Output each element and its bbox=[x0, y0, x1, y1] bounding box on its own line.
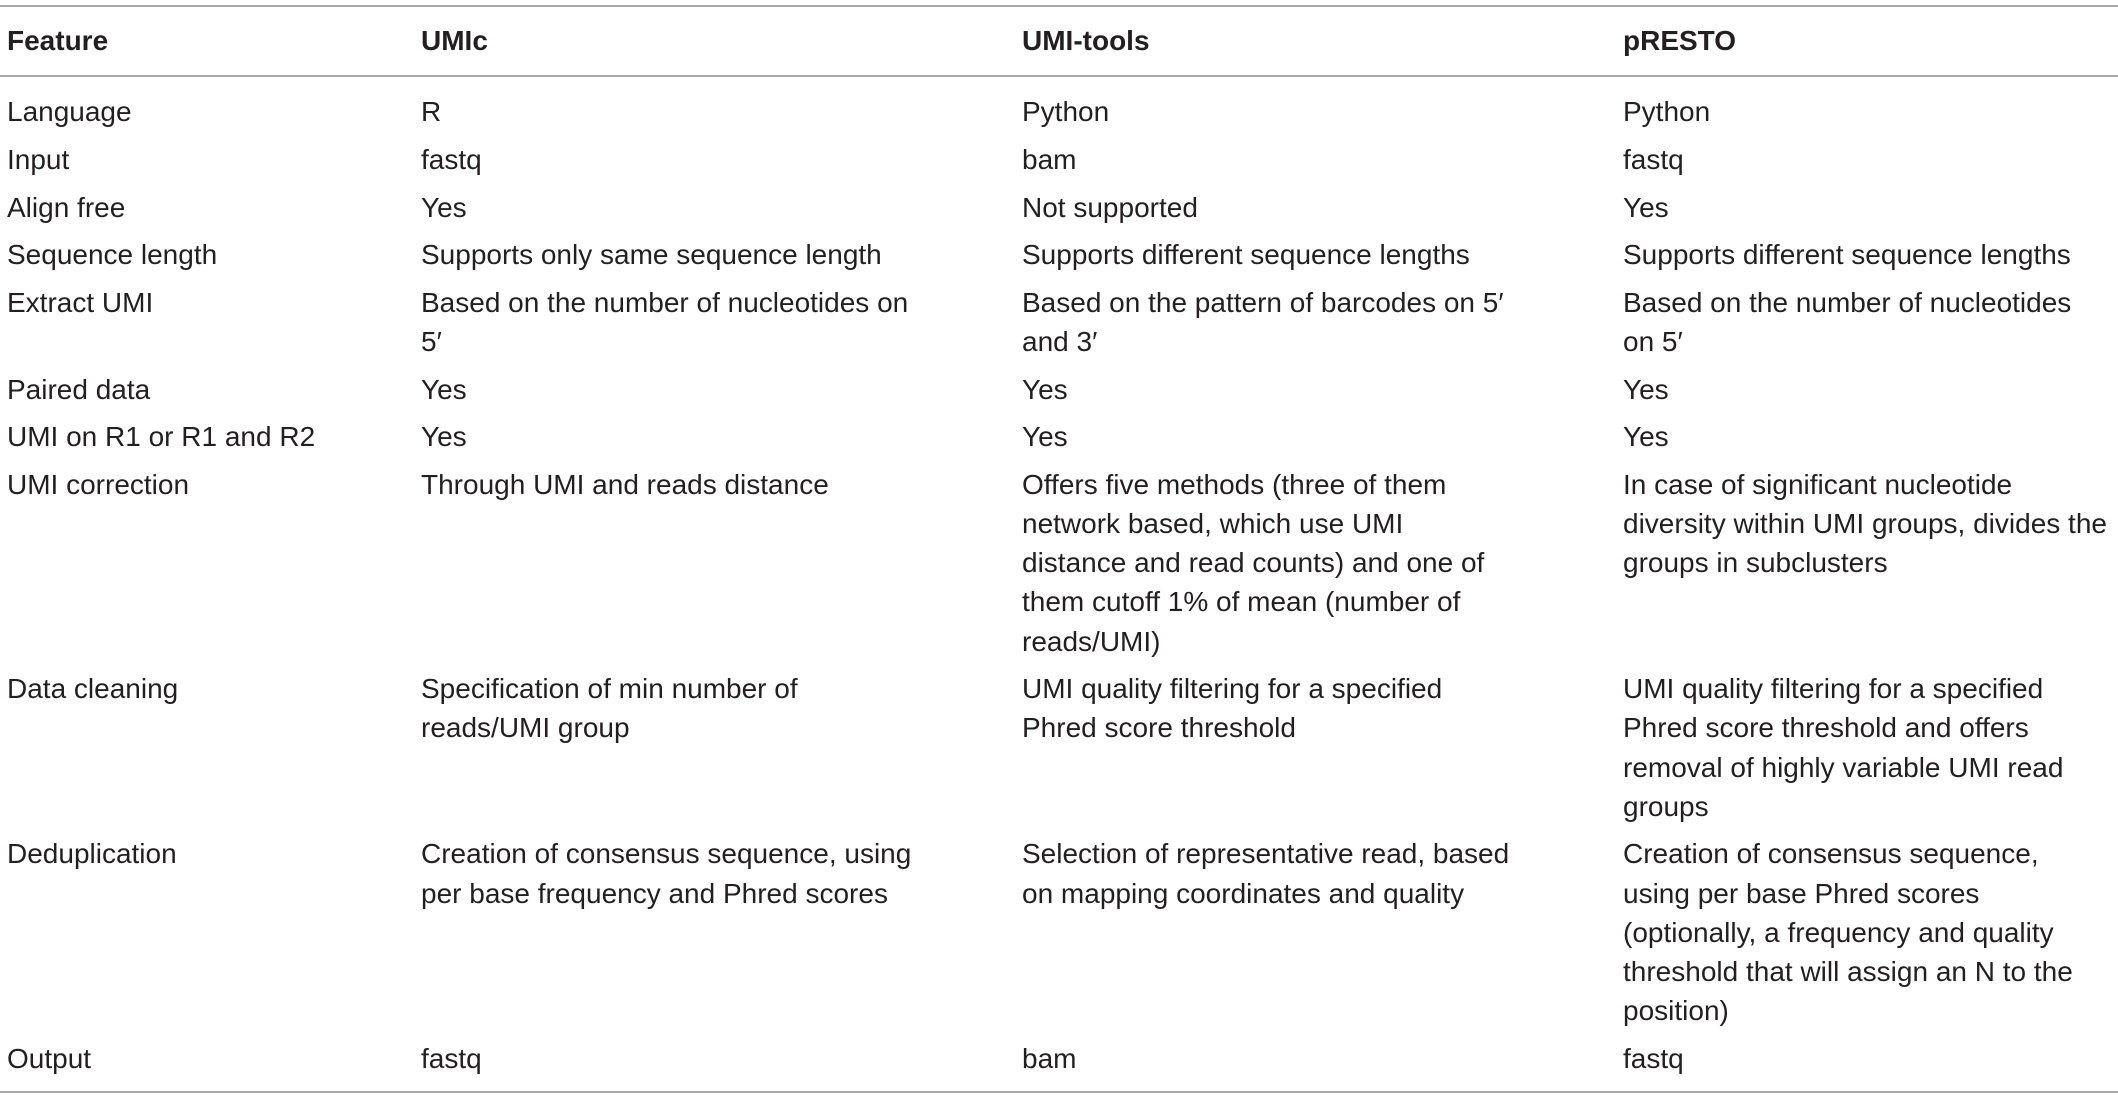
umi-tools-cell: bam bbox=[1022, 144, 1077, 176]
table-row-umi-correction bbox=[0, 461, 2118, 665]
table-row-sequence-length bbox=[0, 231, 2118, 279]
umic-cell: Yes bbox=[421, 373, 467, 405]
umic-cell: R bbox=[421, 96, 442, 128]
table-row-paired-data bbox=[0, 365, 2118, 413]
presto-cell: UMI quality filtering for a specified Phred score threshold and offers removal of highly variable UMI read groups bbox=[1623, 673, 2064, 822]
umi-tools-cell: UMI quality filtering for a specified Phred score threshold bbox=[1022, 673, 1443, 744]
feature-cell: UMI on R1 or R1 and R2 bbox=[7, 421, 316, 453]
umic-cell: Yes bbox=[421, 191, 467, 223]
column-header-presto: pRESTO bbox=[1623, 25, 1737, 57]
umic-cell: Yes bbox=[421, 421, 467, 453]
umic-cell: Specification of min number of reads/UMI group bbox=[421, 673, 798, 744]
umi-tools-cell: Yes bbox=[1022, 373, 1068, 405]
umic-cell: Through UMI and reads distance bbox=[421, 468, 829, 500]
feature-cell: Paired data bbox=[7, 373, 151, 405]
umi-tools-cell: bam bbox=[1022, 1042, 1077, 1074]
umic-cell: Creation of consensus sequence, using per base frequency and Phred scores bbox=[421, 838, 912, 909]
table-row-align-free bbox=[0, 183, 2118, 231]
umi-tools-cell: Based on the pattern of barcodes on 5′ and 3′ bbox=[1022, 286, 1504, 357]
presto-cell: Python bbox=[1623, 96, 1711, 128]
column-header-feature: Feature bbox=[7, 25, 109, 57]
table-body bbox=[0, 77, 2118, 1091]
umi-tools-cell: Yes bbox=[1022, 421, 1068, 453]
column-header-umic: UMIc bbox=[421, 25, 488, 57]
feature-cell: Sequence length bbox=[7, 239, 218, 271]
table-row-output bbox=[0, 1035, 2118, 1083]
feature-cell: Language bbox=[7, 96, 132, 128]
table-row-data-cleaning bbox=[0, 665, 2118, 830]
umi-tools-cell: Not supported bbox=[1022, 191, 1198, 223]
table-header bbox=[0, 7, 2118, 77]
umic-cell: Based on the number of nucleotides on 5′ bbox=[421, 286, 909, 357]
feature-cell: Extract UMI bbox=[7, 286, 154, 318]
umi-tools-cell: Selection of representative read, based on mapping coordinates and quality bbox=[1022, 838, 1510, 909]
feature-cell: Output bbox=[7, 1042, 92, 1074]
presto-cell: Based on the number of nucleotides on 5′ bbox=[1623, 286, 2072, 357]
umic-cell: fastq bbox=[421, 1042, 482, 1074]
feature-cell: Align free bbox=[7, 191, 126, 223]
feature-cell: UMI correction bbox=[7, 468, 190, 500]
table-row-umi-on-r1-or-r1-and-r2 bbox=[0, 413, 2118, 461]
feature-cell: Input bbox=[7, 144, 70, 176]
feature-cell: Data cleaning bbox=[7, 673, 179, 705]
presto-cell: In case of significant nucleotide diversity within UMI groups, divides the groups in subclusters bbox=[1623, 468, 2107, 579]
umi-tools-cell: Python bbox=[1022, 96, 1110, 128]
comparison-table bbox=[0, 5, 2118, 1093]
table-row-input bbox=[0, 136, 2118, 184]
presto-cell: Supports different sequence lengths bbox=[1623, 239, 2071, 271]
presto-cell: Yes bbox=[1623, 373, 1669, 405]
table-row-language bbox=[0, 88, 2118, 136]
presto-cell: Creation of consensus sequence, using per base Phred scores (optionally, a frequency and quality threshold that will assign an N to the position) bbox=[1623, 838, 2073, 1027]
feature-cell: Deduplication bbox=[7, 838, 177, 870]
umic-cell: Supports only same sequence length bbox=[421, 239, 882, 271]
presto-cell: Yes bbox=[1623, 421, 1669, 453]
umi-tools-cell: Supports different sequence lengths bbox=[1022, 239, 1470, 271]
umic-cell: fastq bbox=[421, 144, 482, 176]
umi-tools-cell: Offers five methods (three of them network based, which use UMI distance and read counts) and one of them cutoff 1% of mean (number of reads/UMI) bbox=[1022, 468, 1485, 657]
presto-cell: fastq bbox=[1623, 144, 1684, 176]
presto-cell: fastq bbox=[1623, 1042, 1684, 1074]
table-row-deduplication bbox=[0, 830, 2118, 1034]
presto-cell: Yes bbox=[1623, 191, 1669, 223]
column-header-umi-tools: UMI-tools bbox=[1022, 25, 1150, 57]
header-row bbox=[0, 7, 2118, 75]
table-row-extract-umi bbox=[0, 279, 2118, 366]
